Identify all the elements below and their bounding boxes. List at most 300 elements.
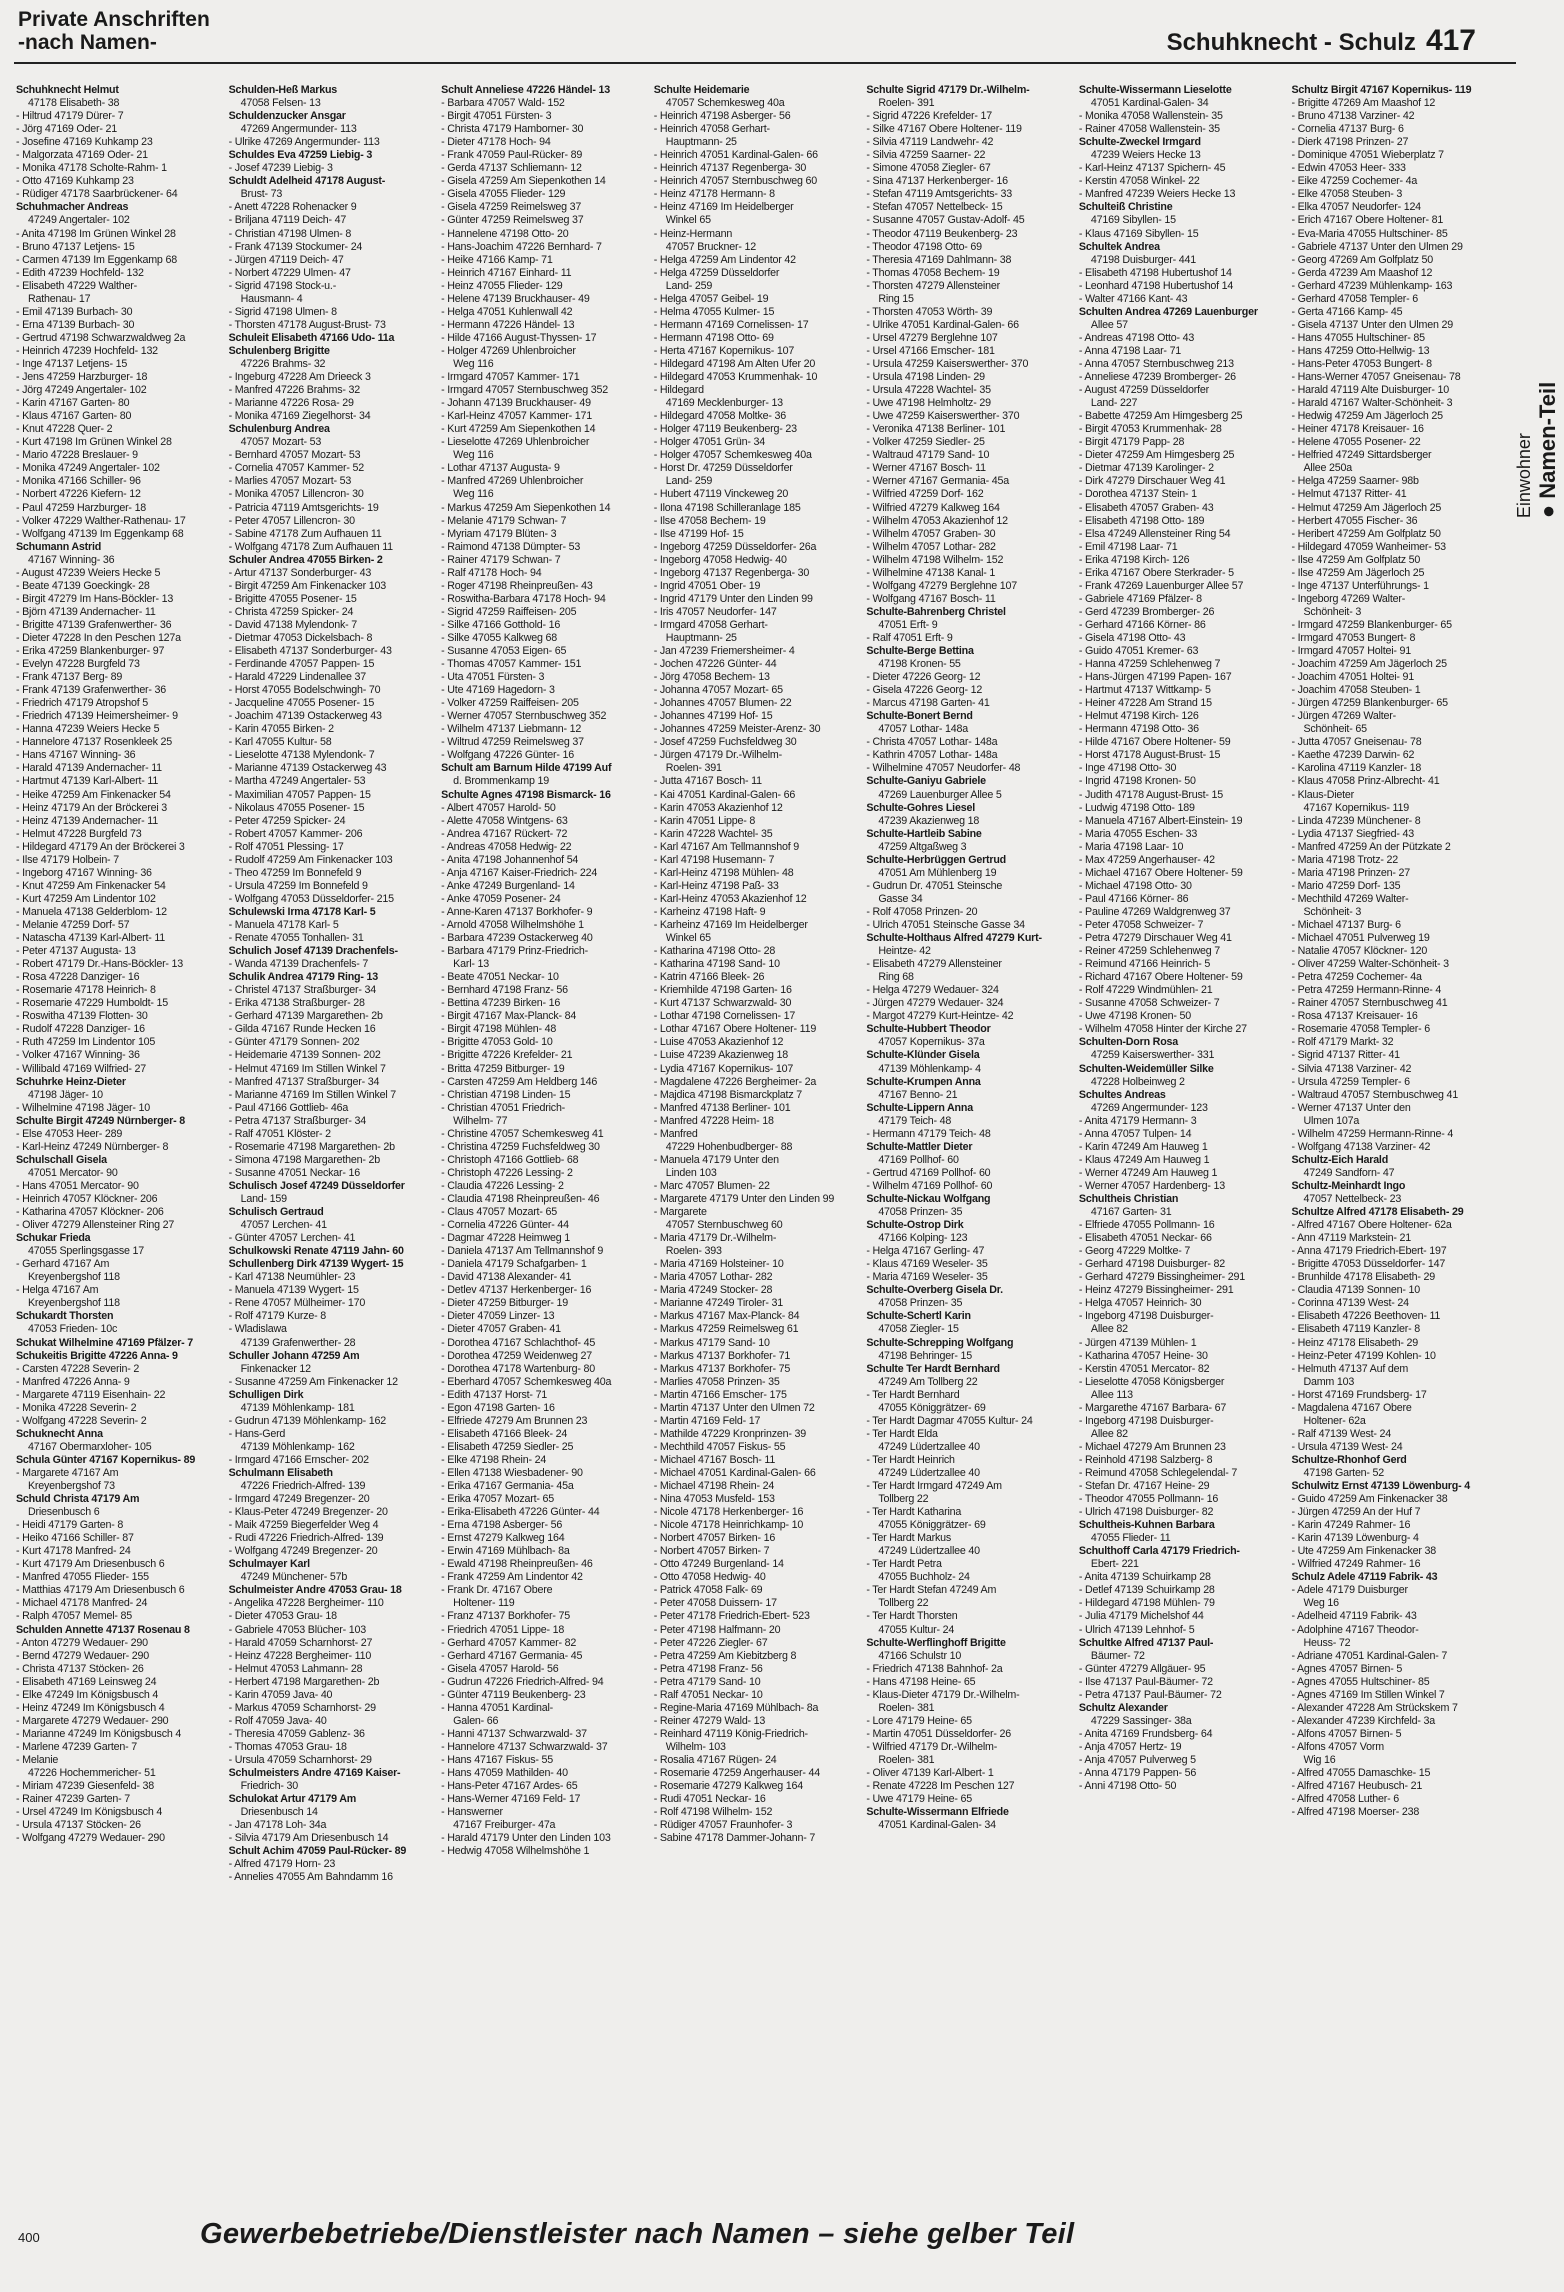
- directory-entry: - Björn 47139 Andernacher- 11: [16, 605, 156, 618]
- directory-entry: - Linda 47239 Münchener- 8: [1291, 814, 1421, 827]
- directory-entry: - Dieter 47228 In den Peschen 127a: [16, 631, 181, 644]
- directory-entry: - Marianne 47139 Ostackerweg 43: [228, 762, 387, 775]
- directory-entry: Schuleit Elisabeth 47166 Udo- 11a: [228, 331, 395, 344]
- directory-entry: - Jutta 47057 Gneisenau- 78: [1291, 736, 1422, 749]
- directory-entry: - Anna 47179 Friedrich-Ebert- 197: [1291, 1245, 1447, 1258]
- directory-entry: - Elfriede 47055 Pollmann- 16: [1078, 1219, 1215, 1232]
- directory-entry: - Klaus 47058 Prinz-Albrecht- 41: [1291, 775, 1440, 788]
- directory-entry: - Peter 47178 Friedrich-Ebert- 523: [653, 1610, 810, 1623]
- directory-entry: - Raimond 47138 Dümpter- 53: [441, 540, 581, 553]
- directory-entry: - Hedwig 47058 Wilhelmshöhe 1: [441, 1845, 590, 1858]
- directory-entry: Schulkowski Renate 47119 Jahn- 60: [228, 1245, 404, 1258]
- directory-entry: - Markus 47059 Scharnhorst- 29: [228, 1701, 376, 1714]
- directory-entry: - Dorothea 47178 Wartenburg- 80: [441, 1362, 595, 1375]
- directory-entry: - Klaus-Peter 47249 Bregenzer- 20: [228, 1506, 388, 1519]
- directory-entry: - Hannelene 47198 Otto- 20: [441, 227, 569, 240]
- directory-entry: - Michael 47178 Manfred- 24: [16, 1597, 148, 1610]
- directory-entry: - Stefan 47119 Amtsgerichts- 33: [866, 188, 1012, 201]
- directory-entry: - Monika 47166 Schiller- 96: [16, 475, 141, 488]
- directory-entry: - Friedrich 47051 Lippe- 18: [441, 1623, 565, 1636]
- directory-entry: - Egon 47198 Garten- 16: [441, 1401, 555, 1414]
- directory-entry: - Wilfried 47179 Dr.-Wilhelm-: [866, 1740, 998, 1753]
- directory-entry: - Adriane 47051 Kardinal-Galen- 7: [1291, 1649, 1448, 1662]
- directory-entry: - Frank 47139 Grafenwerther- 36: [16, 684, 167, 697]
- directory-entry: - David 47138 Alexander- 41: [441, 1271, 572, 1284]
- directory-entry: - Wolfgang 47249 Bregenzer- 20: [228, 1545, 378, 1558]
- directory-entry: - Harald 47229 Lindenallee 37: [228, 671, 366, 684]
- directory-entry: Hauptmann- 25: [665, 136, 737, 149]
- directory-entry: - Monika 47169 Ziegelhorst- 34: [228, 410, 371, 423]
- directory-entry: - Susanne 47057 Gustav-Adolf- 45: [866, 214, 1025, 227]
- directory-entry: - Nikolaus 47055 Posener- 15: [228, 801, 365, 814]
- directory-entry: - Ingeborg 47198 Duisburger-: [1078, 1414, 1214, 1427]
- directory-entry: - Helene 47139 Bruckhauser- 49: [441, 292, 590, 305]
- directory-entry: - Erich 47167 Obere Holtener- 81: [1291, 214, 1444, 227]
- directory-entry: - Horst 47178 August-Brust- 15: [1078, 749, 1221, 762]
- directory-entry: - Bernhard 47057 Mozart- 53: [228, 449, 361, 462]
- directory-entry: - Manfred 47226 Anna- 9: [16, 1375, 130, 1388]
- directory-entry: Schultheis-Kuhnen Barbara: [1078, 1519, 1215, 1532]
- section-title-line1: Private Anschriften: [18, 8, 210, 31]
- directory-entry: Roelen- 393: [665, 1245, 722, 1258]
- directory-entry: - Peter 47058 Duissern- 17: [653, 1597, 777, 1610]
- directory-entry: Roelen- 381: [878, 1754, 935, 1766]
- directory-entry: - Ursula 47259 Kaiserswerther- 370: [866, 357, 1029, 370]
- directory-entry: - Dagmar 47228 Heimweg 1: [441, 1232, 571, 1245]
- directory-entry: - Johann 47139 Bruckhauser- 49: [441, 397, 591, 410]
- directory-entry: - Klaus 47169 Weseler- 35: [866, 1258, 988, 1271]
- directory-entry: - Theresia 47059 Gablenz- 36: [228, 1727, 365, 1740]
- directory-entry: 47055 Kultur- 24: [878, 1623, 955, 1636]
- directory-entry: - Albert 47057 Harold- 50: [441, 801, 556, 814]
- directory-entry: - Irmgard 47058 Gerhart-: [653, 618, 768, 631]
- directory-entry: - Marianne 47249 Im Königsbusch 4: [16, 1727, 182, 1740]
- directory-entry: Schulte-Zweckel Irmgard: [1078, 136, 1201, 149]
- directory-entry: - Jörg 47058 Bechem- 13: [653, 671, 770, 684]
- directory-entry: - Magdalene 47226 Bergheimer- 2a: [653, 1075, 817, 1088]
- directory-entry: - Erika 47138 Straßburger- 28: [228, 997, 365, 1010]
- directory-entry: - Thorsten 47053 Wörth- 39: [866, 305, 993, 318]
- directory-entry: - Irmgard 47057 Sternbuschweg 352: [441, 384, 609, 397]
- directory-entry: 47249 Lüdertzallee 40: [878, 1545, 980, 1558]
- directory-entry: Schukar Frieda: [16, 1232, 91, 1245]
- header-rule: [14, 62, 1516, 64]
- directory-entry: - Rudolf 47228 Danziger- 16: [16, 1023, 145, 1036]
- directory-entry: - Margarethe 47167 Barbara- 67: [1078, 1401, 1227, 1414]
- directory-entry: - Günter 47179 Sonnen- 202: [228, 1036, 360, 1049]
- directory-entry: - Brigitte 47226 Krefelder- 21: [441, 1049, 573, 1062]
- directory-entry: - Hans-Gerd: [228, 1427, 286, 1440]
- directory-entry: - Stefan 47057 Nettelbeck- 15: [866, 201, 1003, 214]
- directory-entry: - Karin 47059 Java- 40: [228, 1688, 333, 1701]
- directory-entry: - Markus 47179 Sand- 10: [653, 1336, 770, 1349]
- directory-entry: - Karin 47228 Wachtel- 35: [653, 827, 773, 840]
- directory-entry: - Wanda 47139 Drachenfels- 7: [228, 958, 369, 971]
- directory-entry: - Willibald 47169 Wilfried- 27: [16, 1062, 147, 1075]
- directory-entry: - Michael 47137 Burg- 6: [1291, 919, 1401, 931]
- directory-entry: - Monika 47249 Angertaler- 102: [16, 462, 160, 475]
- directory-entry: - Markus 47259 Am Siepenkothen 14: [441, 501, 611, 514]
- directory-entry: Schuld Christa 47179 Am: [16, 1493, 140, 1506]
- directory-entry: Schulte Sigrid 47179 Dr.-Wilhelm-: [866, 84, 1030, 96]
- directory-entry: - Hildegard 47198 Mühlen- 79: [1078, 1597, 1215, 1610]
- directory-entry: Schulte-Wissermann Lieselotte: [1078, 84, 1232, 96]
- directory-entry: 47269 Angermunder- 113: [240, 123, 357, 136]
- directory-entry: Schukeitis Brigitte 47226 Anna- 9: [16, 1349, 178, 1362]
- directory-entry: - Oliver 47259 Walter-Schönheit- 3: [1291, 958, 1449, 971]
- directory-entry: - Markus 47137 Borkhofer- 71: [653, 1349, 791, 1362]
- directory-entry: - Birgit 47198 Mühlen- 48: [441, 1023, 557, 1036]
- directory-entry: 47167 Freiburger- 47a: [453, 1819, 556, 1832]
- directory-entry: 47057 Mozart- 53: [240, 436, 322, 449]
- directory-entry: - Ernst 47279 Kalkweg 164: [441, 1532, 565, 1545]
- directory-entry: - Ingrid 47198 Kronen- 50: [1078, 775, 1196, 788]
- directory-entry: - Monika 47228 Severin- 2: [16, 1401, 137, 1414]
- directory-entry: - Anett 47228 Rohenacker 9: [228, 201, 357, 214]
- directory-entry: - Ursula 47137 Stöcken- 26: [16, 1819, 141, 1832]
- directory-entry: - Margarete 47179 Unter den Linden 99: [653, 1192, 835, 1205]
- directory-entry: - Elisabeth 47226 Beethoven- 11: [1291, 1310, 1441, 1323]
- directory-entry: - Kurt 47259 Am Siepenkothen 14: [441, 423, 596, 436]
- directory-entry: - Ter Hardt Irmgard 47249 Am: [866, 1480, 1002, 1493]
- directory-entry: Karl- 13: [453, 958, 489, 971]
- directory-entry: - Hildegard 47059 Wanheimer- 53: [1291, 540, 1446, 553]
- directory-entry: Wilhelm- 103: [665, 1740, 726, 1753]
- directory-entry: - Gerda 47239 Am Maashof 12: [1291, 266, 1433, 279]
- directory-entry: - Hilde 47167 Obere Holtener- 59: [1078, 736, 1231, 749]
- directory-entry: - Maria 47249 Stocker- 28: [653, 1284, 773, 1297]
- directory-entry: - Carsten 47259 Am Heldberg 146: [441, 1075, 598, 1088]
- directory-entry: Land- 259: [665, 475, 713, 488]
- directory-entry: - Gerhard 47058 Templer- 6: [1291, 292, 1418, 305]
- directory-entry: - Ewald 47198 Rheinpreußen- 46: [441, 1558, 593, 1571]
- directory-entry: - Cornelia 47226 Günter- 44: [441, 1219, 569, 1232]
- directory-entry: - Ute 47169 Hagedorn- 3: [441, 684, 555, 697]
- directory-entry: Winkel 65: [665, 932, 711, 945]
- directory-entry: 47178 Elisabeth- 38: [28, 97, 120, 110]
- directory-entry: Schulte-Hubbert Theodor: [866, 1023, 991, 1036]
- directory-entry: Schulisch Gertraud: [228, 1206, 324, 1219]
- directory-entry: - Roswitha-Barbara 47178 Hoch- 94: [441, 592, 606, 605]
- section-tab-line1: Einwohner: [1514, 433, 1534, 519]
- directory-entry: - Karin 47139 Löwenburg- 4: [1291, 1532, 1419, 1545]
- section-title-line2: -nach Namen-: [18, 31, 157, 54]
- directory-entry: - Kriemhilde 47198 Garten- 16: [653, 984, 792, 997]
- directory-entry: - Magdalena 47167 Obere: [1291, 1401, 1412, 1414]
- directory-entry: - Heinz 47249 Im Königsbusch 4: [16, 1701, 165, 1714]
- directory-entry: Wilhelm- 77: [453, 1114, 508, 1127]
- directory-entry: - Otto 47249 Burgenland- 14: [653, 1558, 784, 1571]
- directory-entry: - Ingrid 47051 Ober- 19: [653, 579, 761, 592]
- directory-entry: - Reiner 47279 Wald- 13: [653, 1714, 766, 1727]
- section-title: [18, 8, 210, 54]
- directory-entry: - Nicole 47178 Herkenberger- 16: [653, 1506, 804, 1519]
- directory-entry: - Ursel 47166 Emscher- 181: [866, 344, 995, 357]
- directory-entry: - Alette 47058 Wintgens- 63: [441, 814, 568, 827]
- directory-entry: Schulthoff Carla 47179 Friedrich-: [1078, 1545, 1240, 1558]
- directory-entry: - Werner 47167 Germania- 45a: [866, 475, 1010, 488]
- directory-entry: - Brunhilde 47178 Elisabeth- 29: [1291, 1271, 1435, 1284]
- directory-entry: - Dieter 47059 Linzer- 13: [441, 1310, 555, 1323]
- directory-entry: - Heinrich 47057 Sternbuschweg 60: [653, 175, 818, 188]
- directory-entry: - Uwe 47198 Kronen- 50: [1078, 1010, 1191, 1023]
- directory-entry: - Alexander 47239 Kirchfeld- 3a: [1291, 1714, 1435, 1727]
- directory-entry: - Wolfgang 47279 Wedauer- 290: [16, 1832, 165, 1845]
- directory-entry: - Elka 47057 Neudorfer- 124: [1291, 201, 1421, 214]
- directory-entry: - Dorothea 47259 Weidenweg 27: [441, 1349, 593, 1362]
- directory-entry: - Luise 47239 Akazienweg 18: [653, 1049, 788, 1062]
- directory-entry: - Ralf 47051 Erft- 9: [866, 631, 953, 644]
- directory-entry: - Britta 47259 Bitburger- 19: [441, 1062, 565, 1075]
- directory-entry: - Arnold 47058 Wilhelmshöhe 1: [441, 919, 584, 931]
- directory-entry: - Karin 47055 Birken- 2: [228, 723, 334, 736]
- directory-entry: - Silvia 47119 Landwehr- 42: [866, 136, 994, 149]
- directory-entry: - Friedrich 47139 Heimersheimer- 9: [16, 710, 178, 723]
- directory-entry: - Peter 47259 Spicker- 24: [228, 814, 346, 827]
- directory-entry: - Ellen 47138 Wiesbadener- 90: [441, 1466, 583, 1479]
- directory-entry: - Katharina 47198 Otto- 28: [653, 945, 776, 958]
- directory-entry: - Ter Hardt Markus: [866, 1532, 952, 1545]
- directory-entry: - Eike 47259 Cochemer- 4a: [1291, 175, 1418, 188]
- directory-entry: - Manfred 47259 An der Pützkate 2: [1291, 840, 1451, 853]
- directory-entry: - Karl 47055 Kultur- 58: [228, 736, 332, 749]
- directory-entry: - Silvia 47259 Saarner- 22: [866, 149, 986, 162]
- directory-entry: - Marcus 47198 Garten- 41: [866, 697, 990, 710]
- directory-entry: - Ilse 47137 Paul-Bäumer- 72: [1078, 1675, 1213, 1688]
- directory-entry: - Norbert 47057 Birken- 16: [653, 1532, 776, 1545]
- directory-entry: - Briljana 47119 Deich- 47: [228, 214, 347, 227]
- directory-entry: - Inge 47198 Otto- 30: [1078, 762, 1177, 775]
- directory-entry: - Thorsten 47279 Allensteiner: [866, 279, 1000, 292]
- directory-entry: Wig 16: [1303, 1754, 1336, 1766]
- directory-entry: - Markus 47167 Max-Planck- 84: [653, 1310, 800, 1323]
- directory-entry: - Helga 47167 Gerling- 47: [866, 1245, 985, 1258]
- directory-entry: - Manuela 47138 Gelderblom- 12: [16, 905, 167, 918]
- directory-entry: - Hermann 47169 Cornelissen- 17: [653, 318, 809, 331]
- directory-entry: Schultz-Meinhardt Ingo: [1291, 1179, 1406, 1192]
- directory-entry: 47226 Brahms- 32: [240, 357, 326, 370]
- directory-entry: - Michael 47198 Otto- 30: [1078, 879, 1192, 892]
- directory-entry: - Gerhard 47279 Bissingheimer- 291: [1078, 1271, 1245, 1284]
- directory-entry: Brust- 73: [240, 188, 283, 201]
- directory-entry: - Jürgen 47259 Blankenburger- 65: [1291, 697, 1448, 710]
- directory-entry: - Hermann 47198 Otto- 36: [1078, 723, 1199, 736]
- directory-entry: - Gabriele 47169 Pfälzer- 8: [1078, 592, 1202, 605]
- directory-entry: - Dietmar 47053 Dickelsbach- 8: [228, 631, 373, 644]
- directory-entry: - Anja 47057 Hertz- 19: [1078, 1740, 1182, 1753]
- directory-entry: - Theodor 47119 Beukenberg- 23: [866, 227, 1018, 240]
- directory-entry: - Elisabeth 47119 Kanzler- 8: [1291, 1323, 1420, 1336]
- directory-entry: 47269 Angermunder- 123: [1090, 1101, 1208, 1114]
- directory-entry: - Reimund 47166 Heinrich- 5: [1078, 958, 1211, 971]
- directory-entry: - Kerstin 47051 Mercator- 82: [1078, 1362, 1210, 1375]
- directory-entry: 47259 Altgaßweg 3: [878, 840, 967, 853]
- directory-entry: - Ilse 47179 Holbein- 7: [16, 853, 119, 866]
- directory-entry: - Bruno 47138 Varziner- 42: [1291, 110, 1415, 123]
- directory-entry: - Klaus 47169 Sibyllen- 15: [1078, 227, 1199, 240]
- directory-entry: - Volker 47259 Siedler- 25: [866, 436, 985, 449]
- directory-entry: - Rolf 47058 Prinzen- 20: [866, 905, 978, 918]
- directory-entry: - Günter 47119 Beukenberg- 23: [441, 1688, 586, 1701]
- directory-entry: - Gudrun 47139 Möhlenkamp- 162: [228, 1414, 386, 1427]
- directory-entry: - Horst Dr. 47259 Düsseldorfer: [653, 462, 793, 475]
- directory-entry: - Erna 47139 Burbach- 30: [16, 318, 135, 331]
- directory-entry: - Hans-Werner 47057 Gneisenau- 78: [1291, 371, 1461, 384]
- directory-entry: - Hannelore 47137 Rosenkleek 25: [16, 736, 173, 749]
- directory-entry: Schuldes Eva 47259 Liebig- 3: [228, 149, 373, 162]
- directory-entry: 47167 Garten- 31: [1090, 1206, 1172, 1219]
- directory-entry: - Gerta 47166 Kamp- 45: [1291, 305, 1403, 318]
- directory-entry: - Karl-Heinz 47198 Paß- 33: [653, 879, 779, 892]
- directory-entry: - Dorothea 47137 Stein- 1: [1078, 488, 1197, 501]
- directory-entry: - Günter 47279 Allgäuer- 95: [1078, 1662, 1206, 1675]
- directory-entry: - Luise 47053 Akazienhof 12: [653, 1036, 784, 1049]
- directory-entry: - Rosa 47137 Kreisauer- 16: [1291, 1010, 1418, 1023]
- directory-entry: - Manfred 47228 Heim- 18: [653, 1114, 774, 1127]
- directory-entry: - Elisabeth 47198 Otto- 189: [1078, 514, 1205, 527]
- directory-entry: - Friedrich 47179 Atropshof 5: [16, 697, 149, 710]
- directory-entry: Schulmeisters Andre 47169 Kaiser-: [228, 1767, 401, 1780]
- directory-entry: - Nicole 47178 Heinrichkamp- 10: [653, 1519, 804, 1532]
- directory-entry: Land- 259: [665, 279, 713, 292]
- directory-entry: Schultes Andreas: [1078, 1088, 1166, 1101]
- directory-column: [441, 84, 646, 2244]
- directory-entry: - Cornelia 47137 Burg- 6: [1291, 123, 1404, 136]
- directory-entry: - Jan 47239 Friemersheimer- 4: [653, 645, 795, 658]
- directory-entry: - Ilse 47259 Am Golfplatz 50: [1291, 553, 1421, 566]
- directory-entry: - Marlies 47057 Mozart- 53: [228, 475, 352, 488]
- directory-entry: - Cornelia 47057 Kammer- 52: [228, 462, 364, 475]
- directory-entry: - Patricia 47119 Amtsgerichts- 19: [228, 501, 379, 514]
- directory-entry: - Susanne 47053 Eigen- 65: [441, 645, 567, 658]
- directory-entry: - Hans 47198 Heine- 65: [866, 1675, 976, 1688]
- directory-entry: Schulte-Holthaus Alfred 47279 Kurt-: [866, 932, 1042, 945]
- directory-entry: - Paul 47166 Körner- 86: [1078, 892, 1189, 905]
- directory-entry: - Robert 47179 Dr.-Hans-Böckler- 13: [16, 958, 184, 971]
- directory-entry: - Max 47259 Angerhauser- 42: [1078, 853, 1215, 866]
- directory-entry: - Michael 47051 Kardinal-Galen- 66: [653, 1466, 816, 1479]
- directory-entry: - Reinhold 47198 Salzberg- 8: [1078, 1453, 1213, 1466]
- directory-entry: - Gisela 47057 Harold- 56: [441, 1662, 559, 1675]
- directory-entry: - Margot 47279 Kurt-Heintze- 42: [866, 1010, 1014, 1023]
- directory-entry: Gasse 34: [878, 892, 923, 905]
- directory-entry: Schult am Barnum Hilde 47199 Auf: [441, 762, 612, 775]
- directory-entry: 47051 Am Mühlenberg 19: [878, 866, 997, 879]
- directory-entry: - Knut 47259 Am Finkenacker 54: [16, 879, 166, 892]
- directory-entry: - Heiner 47178 Kreisauer- 16: [1291, 423, 1424, 436]
- directory-entry: 47228 Holbeinweg 2: [1090, 1075, 1185, 1088]
- directory-entry: - Martin 47051 Düsseldorfer- 26: [866, 1727, 1011, 1740]
- directory-entry: - Klaus 47249 Am Hauweg 1: [1078, 1153, 1210, 1166]
- directory-entry: Schultze Alfred 47178 Elisabeth- 29: [1291, 1206, 1464, 1219]
- directory-entry: - Harald 47179 Unter den Linden 103: [441, 1832, 611, 1845]
- directory-entry: - Brigitte 47055 Posener- 15: [228, 592, 357, 605]
- directory-entry: - Rudi 47226 Friedrich-Alfred- 139: [228, 1532, 384, 1545]
- directory-entry: - Elisabeth 47051 Neckar- 66: [1078, 1232, 1212, 1245]
- directory-entry: - Beate 47051 Neckar- 10: [441, 971, 559, 984]
- directory-entry: Schuhmacher Andreas: [16, 201, 129, 214]
- directory-entry: - Heinz 47179 An der Bröckerei 3: [16, 801, 168, 814]
- directory-entry: - Peter 47057 Lillencron- 30: [228, 514, 355, 527]
- directory-entry: - Sigrid 47198 Ulmen- 8: [228, 305, 337, 318]
- directory-entry: - Anita 47198 Johannenhof 54: [441, 853, 579, 866]
- directory-entry: - Holger 47057 Schemkesweg 40a: [653, 449, 812, 462]
- directory-entry: - Mathilde 47229 Kronprinzen- 39: [653, 1427, 806, 1440]
- directory-entry: - Erika 47167 Obere Sterkrader- 5: [1078, 566, 1234, 579]
- directory-entry: - Silvia 47138 Varziner- 42: [1291, 1062, 1412, 1075]
- directory-entry: 47139 Grafenwerther- 28: [240, 1336, 356, 1349]
- directory-entry: - Oliver 47139 Karl-Albert- 1: [866, 1767, 994, 1780]
- directory-entry: - Wilhelmine 47057 Neudorfer- 48: [866, 762, 1021, 775]
- directory-entry: - Ralf 47051 Neckar- 10: [653, 1688, 763, 1701]
- directory-entry: - Brigitte 47269 Am Maashof 12: [1291, 97, 1436, 110]
- directory-entry: Allee 250a: [1303, 462, 1352, 475]
- directory-entry: - Ralph 47057 Memel- 85: [16, 1610, 132, 1623]
- directory-entry: - Andreas 47198 Otto- 43: [1078, 331, 1195, 344]
- directory-entry: - David 47138 Mylendonk- 7: [228, 618, 358, 631]
- directory-entry: - Simone 47058 Ziegler- 67: [866, 162, 991, 175]
- directory-entry: Schuldenzucker Ansgar: [228, 110, 346, 123]
- directory-entry: 47055 Flieder- 11: [1090, 1532, 1171, 1545]
- directory-entry: Rathenau- 17: [28, 292, 91, 305]
- directory-entry: - Karin 47249 Rahmer- 16: [1291, 1519, 1411, 1532]
- directory-entry: - Majdica 47198 Bismarckplatz 7: [653, 1088, 802, 1101]
- directory-entry: - Lothar 47198 Cornelissen- 17: [653, 1010, 796, 1023]
- directory-entry: - Heiner 47228 Am Strand 15: [1078, 697, 1212, 710]
- directory-entry: - Anke 47249 Burgenland- 14: [441, 879, 575, 892]
- directory-entry: 47239 Weiers Hecke 13: [1090, 149, 1201, 162]
- directory-entry: - Martin 47166 Emscher- 175: [653, 1388, 787, 1401]
- directory-entry: Finkenacker 12: [240, 1362, 311, 1375]
- directory-entry: Roelen- 381: [878, 1701, 935, 1714]
- directory-entry: Schultheis Christian: [1078, 1192, 1179, 1205]
- directory-entry: - Holger 47051 Grün- 34: [653, 436, 765, 449]
- directory-entry: 47058 Felsen- 13: [240, 97, 321, 110]
- directory-entry: - Edith 47239 Hochfeld- 132: [16, 266, 144, 279]
- directory-entry: - Hans 47259 Otto-Hellwig- 13: [1291, 344, 1430, 357]
- directory-entry: - Hans-Joachim 47226 Bernhard- 7: [441, 240, 602, 253]
- directory-entry: - Rene 47057 Mülheimer- 170: [228, 1297, 366, 1310]
- directory-entry: - Judith 47178 August-Brust- 15: [1078, 788, 1223, 801]
- directory-entry: - Hanni 47137 Schwarzwald- 37: [441, 1727, 587, 1740]
- directory-entry: - Anna 47179 Pappen- 56: [1078, 1767, 1197, 1780]
- directory-entry: - Theo 47259 Im Bonnefeld 9: [228, 866, 362, 879]
- directory-entry: - Hans-Jürgen 47199 Papen- 167: [1078, 671, 1232, 684]
- directory-entry: 47051 Erft- 9: [878, 618, 938, 631]
- directory-entry: - Hans 47051 Mercator- 90: [16, 1179, 139, 1192]
- directory-entry: - Elisabeth 47279 Allensteiner: [866, 958, 1002, 971]
- directory-entry: - Gisela 47055 Flieder- 129: [441, 188, 566, 201]
- directory-entry: - Myriam 47179 Blüten- 3: [441, 527, 557, 540]
- directory-entry: Schuknecht Anna: [16, 1427, 103, 1440]
- directory-entry: 47239 Akazienweg 18: [878, 814, 980, 827]
- directory-entry: - Anja 47057 Pulverweg 5: [1078, 1754, 1196, 1766]
- directory-entry: - Marianne 47249 Tiroler- 31: [653, 1297, 783, 1310]
- directory-entry: - Carsten 47228 Severin- 2: [16, 1362, 140, 1375]
- directory-entry: Schulte Agnes 47198 Bismarck- 16: [441, 788, 611, 801]
- directory-entry: Driesenbusch 14: [240, 1806, 318, 1819]
- directory-entry: - Petra 47137 Paul-Bäumer- 72: [1078, 1688, 1222, 1701]
- directory-entry: - Lieselotte 47269 Uhlenbroicher: [441, 436, 590, 449]
- directory-entry: - Heinz 47169 Im Heidelberger: [653, 201, 794, 214]
- directory-entry: - Bernd 47279 Wedauer- 290: [16, 1649, 150, 1662]
- directory-entry: - Erika 47167 Germania- 45a: [441, 1480, 574, 1493]
- directory-entry: - Edith 47137 Horst- 71: [441, 1388, 548, 1401]
- directory-entry: - Dierk 47198 Prinzen- 27: [1291, 136, 1409, 149]
- directory-entry: Schulte-Overberg Gisela Dr.: [866, 1284, 1003, 1297]
- directory-entry: - Dieter 47178 Hoch- 94: [441, 136, 551, 149]
- directory-entry: - Norbert 47057 Birken- 7: [653, 1545, 770, 1558]
